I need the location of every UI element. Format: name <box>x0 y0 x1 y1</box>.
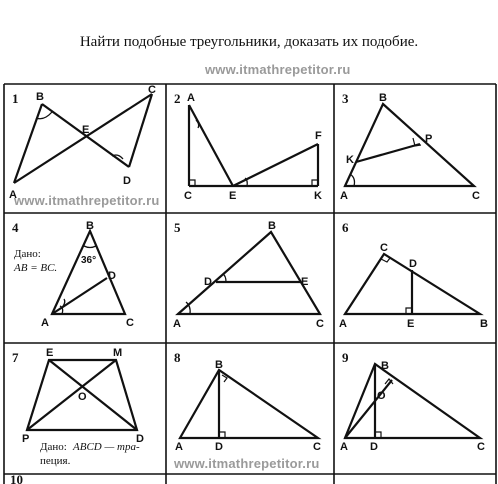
grid-lines <box>4 84 496 484</box>
angle-label: 36° <box>81 255 97 266</box>
vertex-label: D <box>215 441 223 453</box>
vertex-label: E <box>46 347 54 359</box>
vertex-label: A <box>187 92 195 104</box>
watermark: www.itmathrepetitor.ru <box>174 456 320 471</box>
vertex-label: D <box>409 258 417 270</box>
given-text: ABCD — тра- <box>73 441 140 453</box>
vertex-label: K <box>314 190 322 202</box>
vertex-label: P <box>425 133 433 145</box>
vertex-label: F <box>315 130 322 142</box>
vertex-label: C <box>148 84 156 96</box>
vertex-label: E <box>407 318 415 330</box>
vertex-label: A <box>340 190 348 202</box>
vertex-label: C <box>380 242 388 254</box>
problem-number-5: 5 <box>174 220 181 235</box>
vertex-label: E <box>82 124 90 136</box>
figure-2 <box>189 105 318 186</box>
vertex-label: C <box>126 317 134 329</box>
problem-number-10: 10 <box>10 472 23 484</box>
vertex-label: A <box>339 318 347 330</box>
given-title: Дано: <box>40 441 67 453</box>
problem-number-4: 4 <box>12 220 19 235</box>
vertex-label: P <box>22 433 30 445</box>
problem-number-1: 1 <box>12 91 19 106</box>
vertex-label: D <box>123 175 131 187</box>
vertex-label: C <box>184 190 192 202</box>
vertex-label: D <box>136 433 144 445</box>
problem-number-3: 3 <box>342 91 349 106</box>
given-title: Дано: <box>14 248 41 260</box>
vertex-label: D <box>370 441 378 453</box>
vertex-label: A <box>173 318 181 330</box>
figure-5 <box>178 232 320 314</box>
problem-number-7: 7 <box>12 350 19 365</box>
given-text-continued: пеция. <box>40 455 71 467</box>
vertex-label: A <box>9 189 17 201</box>
vertex-label: A <box>41 317 49 329</box>
problem-number-9: 9 <box>342 350 349 365</box>
vertex-label: B <box>215 359 223 371</box>
vertex-label: A <box>340 441 348 453</box>
vertex-label: M <box>113 347 123 359</box>
page-title: Найти подобные треугольники, доказать их подобие. <box>79 34 419 50</box>
vertex-label: C <box>472 190 480 202</box>
vertex-label: D <box>108 270 116 282</box>
vertex-label: B <box>379 92 387 104</box>
problem-number-2: 2 <box>174 91 181 106</box>
vertex-label: E <box>229 190 237 202</box>
problem-number-8: 8 <box>174 350 181 365</box>
vertex-label: B <box>480 318 488 330</box>
vertex-label: B <box>381 360 389 372</box>
given-text: AB = BC. <box>14 262 58 274</box>
vertex-label: B <box>86 220 94 232</box>
vertex-label: C <box>316 318 324 330</box>
vertex-label: D <box>204 276 212 288</box>
vertex-label: B <box>36 91 44 103</box>
vertex-label: C <box>313 441 321 453</box>
vertex-label: E <box>301 276 309 288</box>
problem-number-6: 6 <box>342 220 349 235</box>
vertex-label: O <box>78 391 87 403</box>
figure-8 <box>180 370 318 438</box>
vertex-label: K <box>346 154 354 166</box>
watermark: www.itmathrepetitor.ru <box>14 193 160 208</box>
figure-9 <box>345 364 480 438</box>
vertex-label: O <box>377 390 386 402</box>
watermark: www.itmathrepetitor.ru <box>205 62 351 77</box>
figure-3 <box>345 104 474 186</box>
figure-1 <box>14 94 152 183</box>
vertex-label: B <box>268 220 276 232</box>
vertex-label: A <box>175 441 183 453</box>
vertex-label: C <box>477 441 485 453</box>
